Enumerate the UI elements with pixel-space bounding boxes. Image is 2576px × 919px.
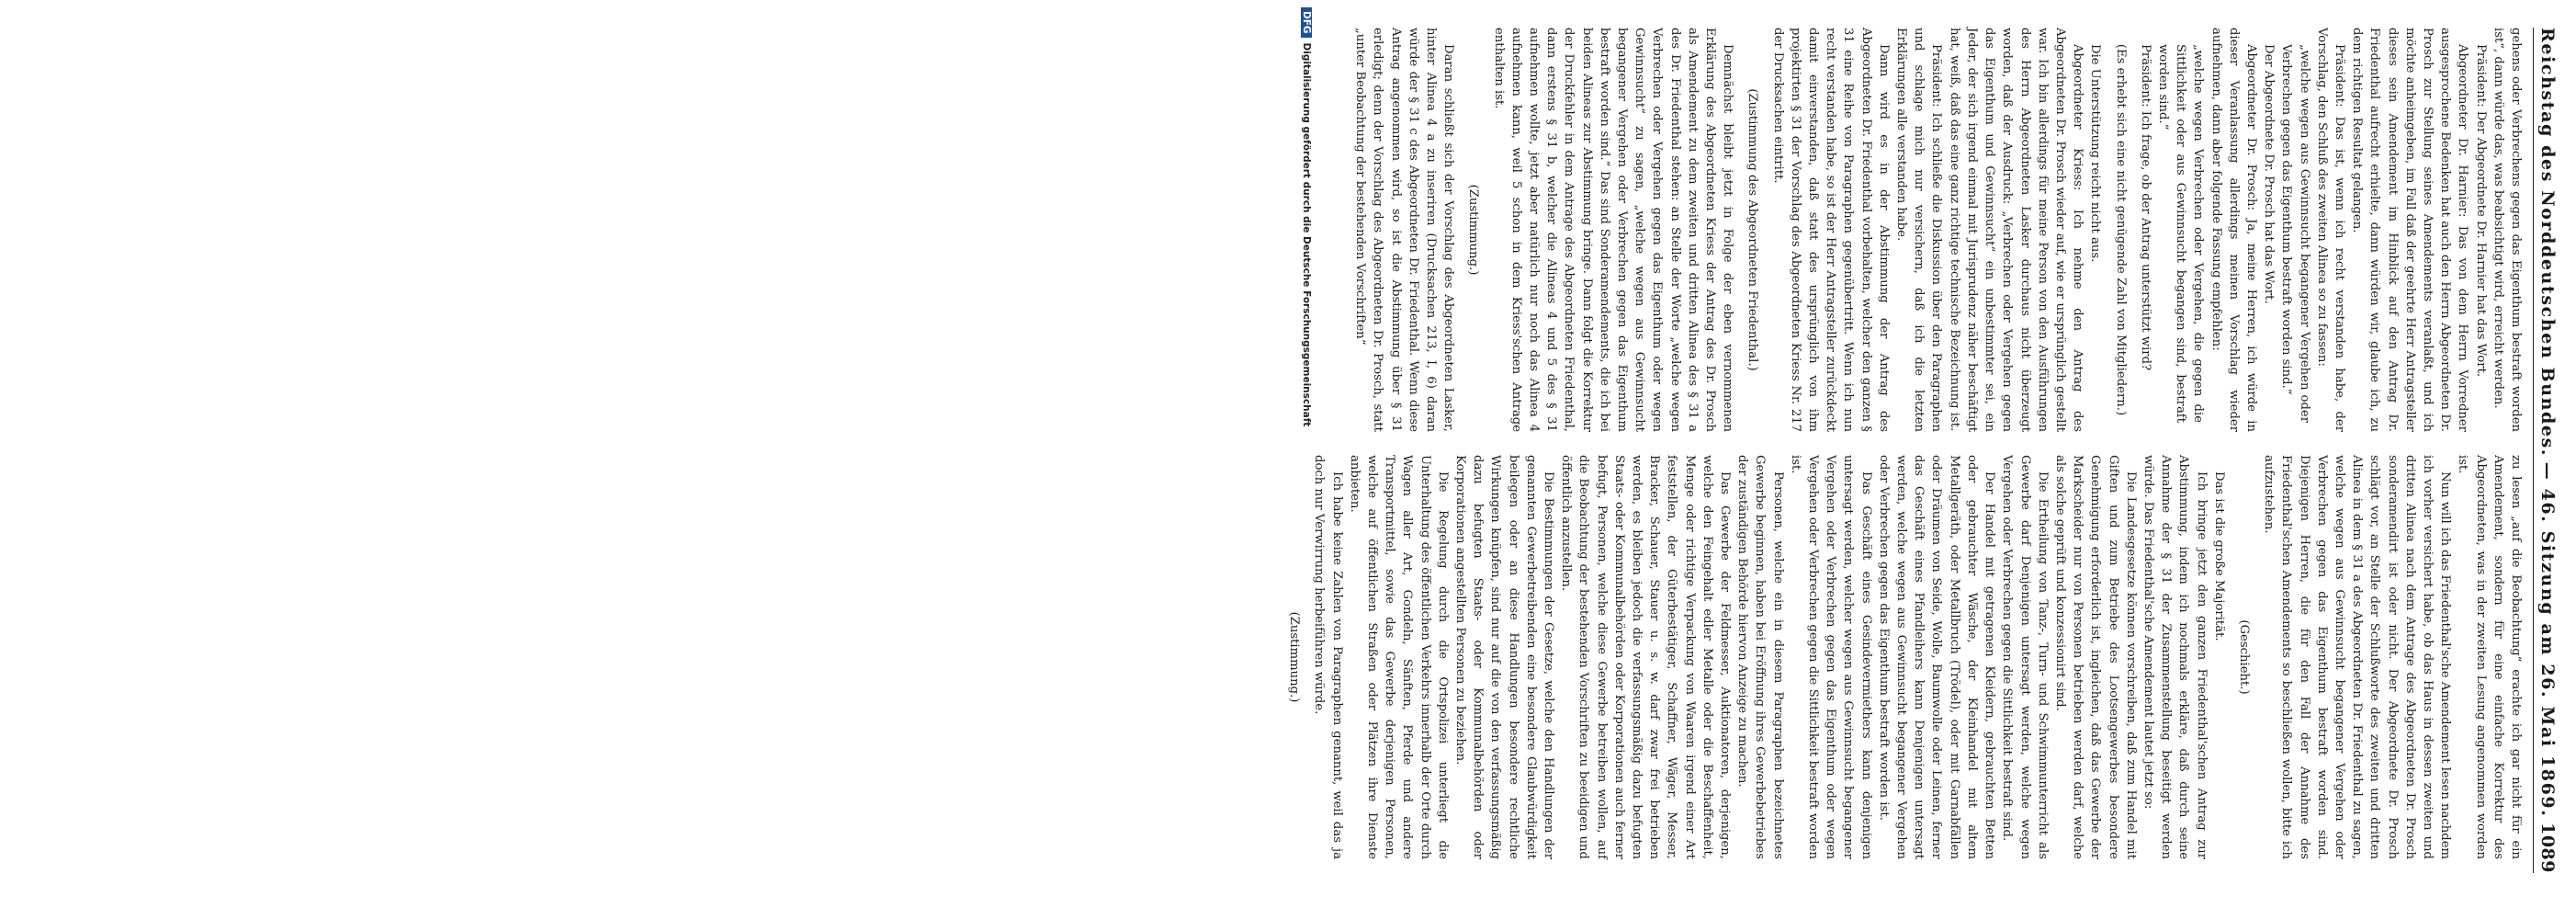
dfg-logo: DFG	[1301, 7, 1312, 38]
paragraph: zu lesen „auf die Beobachtung“ erachte ich gar nicht für ein Amendement, sondern für eine einfache Korrektur des Abgeordneten, was in der zweiten Lesung angenommen worden ist.	[2456, 455, 2523, 859]
paragraph: Daran schließt sich der Vorschlag des Abgeordneten Lasker, hinter Alinea 4 a zu inseriren (Drucksachen 213, I, 6) daran würde der § 31 c des Abgeordneten Dr. Friedenthal. Wenn diese Antrag angenommen wird, so ist die Abstimmung über § 31 erledigt; denn der Vorschlag des Abgeordneten Dr. Prosch, statt „unter Beobachtung der bestehenden Vorschriften“	[1353, 28, 1456, 432]
paragraph: Dann wird es in der Abstimmung der Antrag des Abgeordneten Dr. Friedenthal vorbehalten, welcher den ganzen § 31 eine Reihe von Paragraphen gegenübertritt. Wenn ich nun recht verstanden habe, so ist der Herr Antragsteller zurückdeckt damit einverstanden, daß statt des ursprünglich von ihm projektirten § 31 der Vorschlag des Abgeordneten Kriess Nr. 217 der Drucksachen eintritt.	[1770, 28, 1891, 432]
stage-direction: (Es erhebt sich eine nicht genügende Zahl von Mitgliedern.)	[2113, 43, 2128, 416]
credit-text: Digitalisierung gefördert durch die Deutsche Forschungsgemeinschaft	[1301, 42, 1312, 427]
stage-direction: (Zustimmung des Abgeordneten Friedenthal.)	[1746, 88, 1760, 371]
paragraph: Ich habe keine Zahlen von Paragraphen genannt, weil das ja doch nur Verwirrung herbeiführen würde.	[1312, 455, 1344, 859]
paragraph: Die Landesgesetze können vorschreiben, daß zum Handel mit Giften und zum Betriebe des Lootsengewerbes besondere Genehmigung erforderlich ist, ingleichen, daß das Gewerbe der Markscheider nur von Personen betrieben werden darf, welche als solche geprüft und konzessionirt sind.	[2052, 455, 2138, 859]
paragraph: Nun will ich das Friedenthal'sche Amendement lesen nachdem ich vorher versichert habe, ob das Haus in dessen zweiten und dritten Alinea nach dem Antrage des Abgeordneten Dr. Prosch sonderamendirt ist oder nicht. Der Abgeordnete Dr. Prosch schlägt vor, an Stelle der Schlußworte des zweiten und dritten Alinea in dem § 31 a des Abgeordneten Dr. Friedenthal zu sagen, welche wegen aus Gewinnsucht begangener Vergehen oder Verbrechen gegen das Eigenthum bestraft worden sind. Diejenigen Herren, die für den Fall der Annahme des Friedenthal'schen Amendements so beschließen wollen, bitte ich aufzustehen.	[2262, 455, 2453, 859]
quote: „welche wegen aus Gewinnsucht begangener Vergehen oder Verbrechen gegen das Eigenthum bestraft worden sind.“	[2279, 44, 2311, 423]
stage-direction: (Geschieht.)	[2236, 619, 2251, 695]
left-column	[1351, 28, 2525, 432]
header-session: — 46. Sitzung am 26. Mai 1869.	[2537, 461, 2558, 818]
paragraph: Die Bestimmungen der Gesetze, welche den Handlungen der genannten Gewerbetreibenden eine besondere Glaubwürdigkeit beilegen oder an diese Handlungen besondere rechtliche Wirkungen knüpfen, sind nur auf die von den verfassungsmäßig dazu befugten Staats- oder Kommunalbehörden oder Korporationen angestellten Personen zu beziehen.	[1453, 455, 1556, 859]
paragraph: Abgeordneter Dr. Harnier: Das von dem Herrn Vorredner ausgesprochene Bedenken hat auch den Herrn Abgeordneten Dr. Prosch zur Stellung seines Amendements veranlaßt, und ich möchte anheimgeben, im Fall daß der geehrte Herr Antragsteller dieses sein Amendement im Hinblick auf den Antrag Dr. Friedenthal aufrecht erhielte, dann würden wir, glaube ich, zu dem richtigen Resultat gelangen.	[2350, 28, 2470, 432]
paragraph: Abgeordneter Kriess: Ich nehme den Antrag des Abgeordneten Dr. Prosch wieder auf, wie er ursprünglich gestellt war. Ich bin allerdings für meine Person von den Ausführungen des Herrn Abgeordneten Lasker durchaus nicht überzeugt worden, daß der Ausdruck: „Verbrechen oder Vergehen gegen das Eigenthum und Gewinnsucht“ ein unbestimmter sei, ein Jeder, der sich irgend einmal mit Jurisprudenz näher beschäftigt hat, weiß, daß das eine ganz richtige technische Bezeichnung ist.	[1947, 28, 2085, 432]
paragraph: Der Abgeordnete Dr. Prosch hat das Wort.	[2262, 44, 2277, 304]
paragraph: Präsident: Das ist, wenn ich recht verstanden habe, der Vorschlag, den Schluß des zweiten Alinea so zu fassen:	[2314, 28, 2346, 432]
right-column	[1278, 455, 2525, 859]
paragraph: Personen, welche ein in diesem Paragraphen bezeichnetes Gewerbe beginnen, haben bei Eröffnung ihres Gewerbebetriebes der zuständigen Behörde hiervon Anzeige zu machen.	[1735, 455, 1785, 859]
paragraph: Die Unterstützung reicht nicht aus.	[2088, 44, 2103, 263]
paragraph: gehens oder Verbrechens gegen das Eigenthum bestraft worden ist“, dann würde das, was beabsichtigt wird, erreicht werden.	[2491, 28, 2523, 432]
page-number: 1089	[2537, 823, 2558, 873]
paragraph: Das ist die große Majorität.	[2211, 471, 2226, 641]
stage-direction: (Zustimmung.)	[1287, 611, 1302, 703]
paragraph: Die Ertheilung von Tanz-, Turn- und Schwimmunterricht als Gewerbe darf Denjenigen untersagt werden, welche wegen Vergehen oder Verbrechen gegen die Sittlichkeit bestraft sind.	[2000, 455, 2050, 859]
rotated-page	[1287, 0, 2576, 891]
stage-direction: (Zustimmung.)	[1466, 184, 1481, 276]
paragraph: Demnächst bleibt jetzt in Folge der eben vernommenen Erklärung des Abgeordneten Kriess der Antrag des Dr. Prosch als Amendement zu dem zweiten und dritten Alinea des § 31 a des Dr. Friedenthal stehen: an Stelle der Worte „welche wegen Verbrechen oder Vergehen gegen das Eigenthum oder wegen Gewinnsucht“ zu sagen, „welche wegen aus Gewinnsucht begangener Vergehen oder Verbrechen gegen das Eigenthum bestraft worden sind.“ Das sind Sonderamendements, die ich bei beiden Alineas zur Abstimmung bringe. Dann folgt die Korrektur der Druckfehler in dem Antrage des Abgeordneten Friedenthal, dann erstens § 31 b, welcher die Alineas 4 und 5 des § 31 aufnehmen wollte, jetzt aber natürlich nur noch das Alinea 4 aufnehmen kann, weil 5 schon in dem Kriess'schen Antrage enthalten ist.	[1491, 28, 1735, 432]
digitization-credit	[1294, 7, 1312, 908]
paragraph: Der Handel mit getragenen Kleidern, gebrauchten Betten oder gebrauchter Wäsche, der Kleinhandel mit altem Metallgeräth, oder Metallbruch (Trödel), oder mit Garnabfällen oder Dräumen von Seide, Wolle, Baumwolle oder Leinen, ferner das Geschäft eines Pfandleihers kann Denjenigen untersagt werden, welche wegen aus Gewinnsucht begangener Vergehen oder Verbrechen gegen das Eigenthum bestraft worden ist.	[1876, 455, 1997, 859]
page-header	[2533, 28, 2569, 873]
quote: „welche wegen Verbrechen oder Vergehen, die gegen die Sittlichkeit oder aus Gewinnsucht begangen sind, bestraft worden sind.“	[2155, 44, 2206, 423]
paragraph: Das Gewerbe der Feldmesser, Auktionatoren, derjenigen, welche den Feingehalt edler Metalle oder die Beschaffenheit, Menge oder richtige Verpackung von Waaren irgend einer Art feststellen, der Güterbestätiger, Schaffner, Wäger, Messer, Bracker, Schauer, Stauer u. s. w. darf zwar frei betrieben werden, es bleiben jedoch die verfassungsmäßig dazu befugten Staats- oder Kommunalbehörden oder Korporationen auch ferner befugt, Personen, welche diese Gewerbe betreiben wollen, auf die Beobachtung der bestehenden Vorschriften zu beeidigen und öffentlich anzustellen.	[1559, 455, 1733, 859]
header-title: Reichstag des Norddeutschen Bundes.	[2537, 28, 2558, 458]
paragraph: Ich bringe jetzt den ganzen Friedenthal'schen Antrag zur Abstimmung, indem ich nochmals erkläre, daß durch seine Annahme der § 31 der Zusammenstellung beseitigt werden würde. Das Friedenthal'sche Amendement lautet jetzt so:	[2141, 455, 2209, 859]
paragraph: Abgeordneter Dr. Prosch: Ja, meine Herren, ich würde in dieser Veranlassung allerdings meinen Vorschlag wieder aufnehmen, dann aber folgende Fassung empfehlen:	[2209, 28, 2258, 432]
paragraph: Präsident: Ich frage, ob der Antrag unterstützt wird?	[2138, 44, 2152, 371]
paragraph: Das Geschäft eines Gesindevermiethers kann denjenigen untersagt werden, welcher wegen aus Gewinnsucht begangener Vergehen oder Verbrechen gegen das Eigenthum oder wegen Vergehen oder Verbrechen gegen die Sittlichkeit bestraft worden ist.	[1788, 455, 1873, 859]
paragraph: Präsident: Der Abgeordnete Dr. Harnier hat das Wort.	[2473, 44, 2488, 378]
paragraph: Die Regelung durch die Ortspolizei unterliegt die Unterhaltung des öffentlichen Verkehrs innerhalb der Orte durch Wagen aller Art, Gondeln, Sänften, Pferde und andere Transportmittel, sowie das Gewerbe derjenigen Personen, welche auf öffentlichen Straßen oder Plätzen ihre Dienste anbieten.	[1347, 455, 1450, 859]
paragraph: Präsident: Ich schließe die Diskussion über den Paragraphen und schlage mich nur versichern, daß ich die letzten Erklärungen alle verstanden habe.	[1894, 28, 1944, 432]
